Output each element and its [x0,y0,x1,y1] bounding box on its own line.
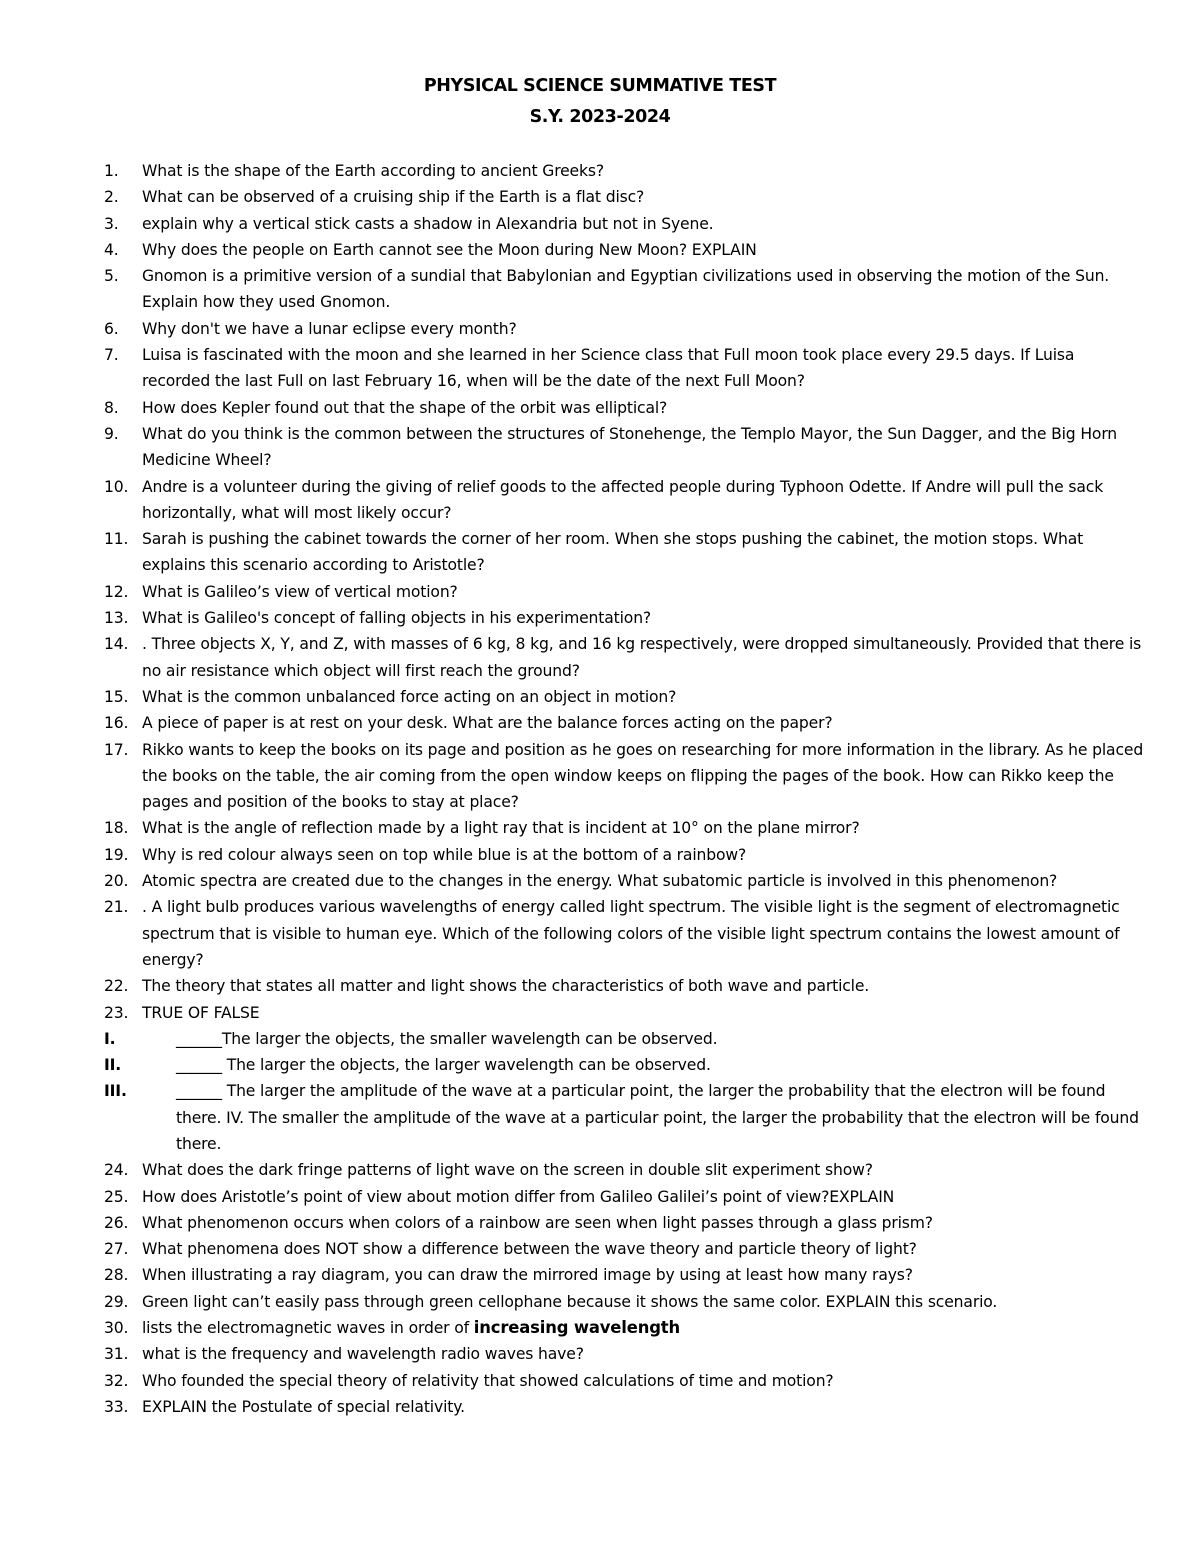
question-text: What phenomenon occurs when colors of a rainbow are seen when light passes through a glass prism? [142,1213,933,1232]
question-item [104,684,1144,710]
question-text: Green light can’t easily pass through green cellophane because it shows the same color. EXPLAIN this scenario. [142,1292,998,1311]
question-number: 23. [104,1003,129,1022]
question-text: What is Galileo’s view of vertical motion? [142,582,458,601]
question-text: What phenomena does NOT show a difference between the wave theory and particle theory of light? [142,1240,917,1259]
question-text: . Three objects X, Y, and Z, with masses of 6 kg, 8 kg, and 16 kg respectively, were dropped simultaneously. Provided that there is no air resistance which object will first reach the ground? [142,635,1142,680]
question-number: 3. [104,214,119,233]
question-item [104,421,1144,474]
question-item [104,316,1144,342]
question-number: 6. [104,319,119,338]
question-number: 18. [104,819,129,838]
question-text: When illustrating a ray diagram, you can draw the mirrored image by using at least how many rays? [142,1266,913,1285]
question-item [104,1262,1144,1288]
school-year: S.Y. 2023-2024 [529,107,671,127]
question-text: A piece of paper is at rest on your desk. What are the balance forces acting on the paper? [142,714,833,733]
question-text: What can be observed of a cruising ship if the Earth is a flat disc? [142,188,645,207]
question-number: 15. [104,687,129,706]
question-number: 25. [104,1187,129,1206]
question-text: what is the frequency and wavelength radio waves have? [142,1345,584,1364]
question-number: 20. [104,872,129,891]
question-item [104,605,1144,631]
question-number: 17. [104,740,129,759]
roman-number: III. [104,1082,127,1101]
roman-text: ______The larger the objects, the smaller wavelength can be observed. [176,1029,718,1048]
question-item [104,184,1144,210]
roman-text: ______ The larger the amplitude of the wave at a particular point, the larger the probability that the electron will be found there. IV. The smaller the amplitude of the wave at a particular point, the larger the probability that the electron will be found there. [176,1082,1139,1153]
question-number: 9. [104,424,119,443]
question-item [104,631,1144,684]
question-text: Why don't we have a lunar eclipse every month? [142,319,517,338]
question-item [104,1236,1144,1262]
question-text: Rikko wants to keep the books on its page and position as he goes on researching for more information in the library. As he placed the books on the table, the air coming from the open window keeps on flipping the pages of the book. How can Rikko keep the pages and position of the books to stay at place? [142,740,1144,812]
roman-text: ______ The larger the objects, the larger wavelength can be observed. [176,1056,711,1075]
question-text: Andre is a volunteer during the giving of relief goods to the affected people during Typhoon Odette. If Andre will pull the sack horizontally, what will most likely occur? [142,477,1104,522]
document-title: PHYSICAL SCIENCE SUMMATIVE TEST [423,76,777,96]
question-number: 22. [104,977,129,996]
question-list [104,158,1144,1420]
question-number: 5. [104,267,119,286]
question-number: 19. [104,845,129,864]
question-item [104,1341,1144,1367]
question-number: 4. [104,240,119,259]
question-number: 21. [104,898,129,917]
question-item [104,868,1144,894]
question-number: 13. [104,609,129,628]
question-number: 26. [104,1213,129,1232]
roman-number: II. [104,1056,122,1075]
question-item [104,1000,1144,1026]
question-text: TRUE OF FALSE [142,1003,260,1022]
question-text: Why is red colour always seen on top while blue is at the bottom of a rainbow? [142,845,747,864]
question-item [104,1157,1144,1183]
question-text: Sarah is pushing the cabinet towards the corner of her room. When she stops pushing the cabinet, the motion stops. What explains this scenario according to Aristotle? [142,530,1084,575]
question-text: Gnomon is a primitive version of a sundial that Babylonian and Egyptian civilizations used in observing the motion of the Sun. Explain how they used Gnomon. [142,267,1110,312]
question-item [104,158,1144,184]
question-item [104,1315,1144,1341]
question-text: explain why a vertical stick casts a shadow in Alexandria but not in Syene. [142,214,714,233]
question-item [104,894,1144,973]
question-number: 30. [104,1319,129,1338]
question-text: What is the common unbalanced force acting on an object in motion? [142,687,677,706]
question-number: 7. [104,346,119,365]
question-item [104,842,1144,868]
question-number: 11. [104,530,129,549]
question-number: 1. [104,162,119,180]
question-text: How does Kepler found out that the shape of the orbit was elliptical? [142,398,668,417]
question-text: Atomic spectra are created due to the changes in the energy. What subatomic particle is involved in this phenomenon? [142,872,1058,891]
question-item [104,815,1144,841]
question-number: 2. [104,188,119,207]
question-item [104,237,1144,263]
roman-number: I. [104,1029,116,1048]
roman-item [104,1078,1144,1157]
question-item [104,737,1144,816]
question-text: What is Galileo's concept of falling objects in his experimentation? [142,609,652,628]
question-text: Who founded the special theory of relativity that showed calculations of time and motion? [142,1371,834,1390]
question-item [104,1368,1144,1394]
question-text: . A light bulb produces various wavelengths of energy called light spectrum. The visible light is the segment of electromagnetic spectrum that is visible to human eye. Which of the following colors of the visible light spectrum contains the lowest amount of energy? [142,898,1120,969]
question-text: What does the dark fringe patterns of light wave on the screen in double slit experiment show? [142,1161,873,1180]
question-text-main: lists the electromagnetic waves in order of [142,1319,474,1338]
question-number: 8. [104,398,119,417]
question-number: 32. [104,1371,129,1390]
question-text: The theory that states all matter and light shows the characteristics of both wave and particle. [142,977,870,996]
roman-item [104,1052,1144,1078]
question-number: 12. [104,582,129,601]
question-item [104,395,1144,421]
question-item [104,1289,1144,1315]
question-number: 33. [104,1397,129,1416]
question-text: EXPLAIN the Postulate of special relativity. [142,1397,465,1416]
question-number: 10. [104,477,129,496]
question-item [104,342,1144,395]
question-text: Why does the people on Earth cannot see the Moon during New Moon? EXPLAIN [142,240,757,259]
question-text: What do you think is the common between the structures of Stonehenge, the Templo Mayor, the Sun Dagger, and the Big Horn Medicine Wheel? [142,424,1118,470]
question-item [104,1394,1144,1420]
question-item [104,1184,1144,1210]
question-number: 16. [104,714,129,733]
question-item [104,263,1144,316]
question-item [104,526,1144,579]
roman-item [104,1026,1144,1052]
question-emphasis: increasing wavelength [473,1318,681,1338]
question-number: 27. [104,1240,129,1259]
question-text: How does Aristotle’s point of view about motion differ from Galileo Galilei’s point of view?EXPLAIN [142,1187,895,1206]
question-number: 24. [104,1161,129,1180]
question-item [104,973,1144,999]
question-item [104,474,1144,527]
question-item [104,1210,1144,1236]
question-number: 31. [104,1345,129,1364]
question-item [104,211,1144,237]
question-item [104,579,1144,605]
question-text: Luisa is fascinated with the moon and she learned in her Science class that Full moon took place every 29.5 days. If Luisa recorded the last Full on last February 16, when will be the date of the next Full Moon? [142,346,1075,391]
question-text: What is the shape of the Earth according to ancient Greeks? [142,162,604,180]
question-number: 29. [104,1292,129,1311]
question-text [142,1315,1144,1341]
question-number: 14. [104,635,129,654]
question-item [104,710,1144,736]
question-text: What is the angle of reflection made by a light ray that is incident at 10° on the plane mirror? [142,819,860,838]
question-number: 28. [104,1266,129,1285]
